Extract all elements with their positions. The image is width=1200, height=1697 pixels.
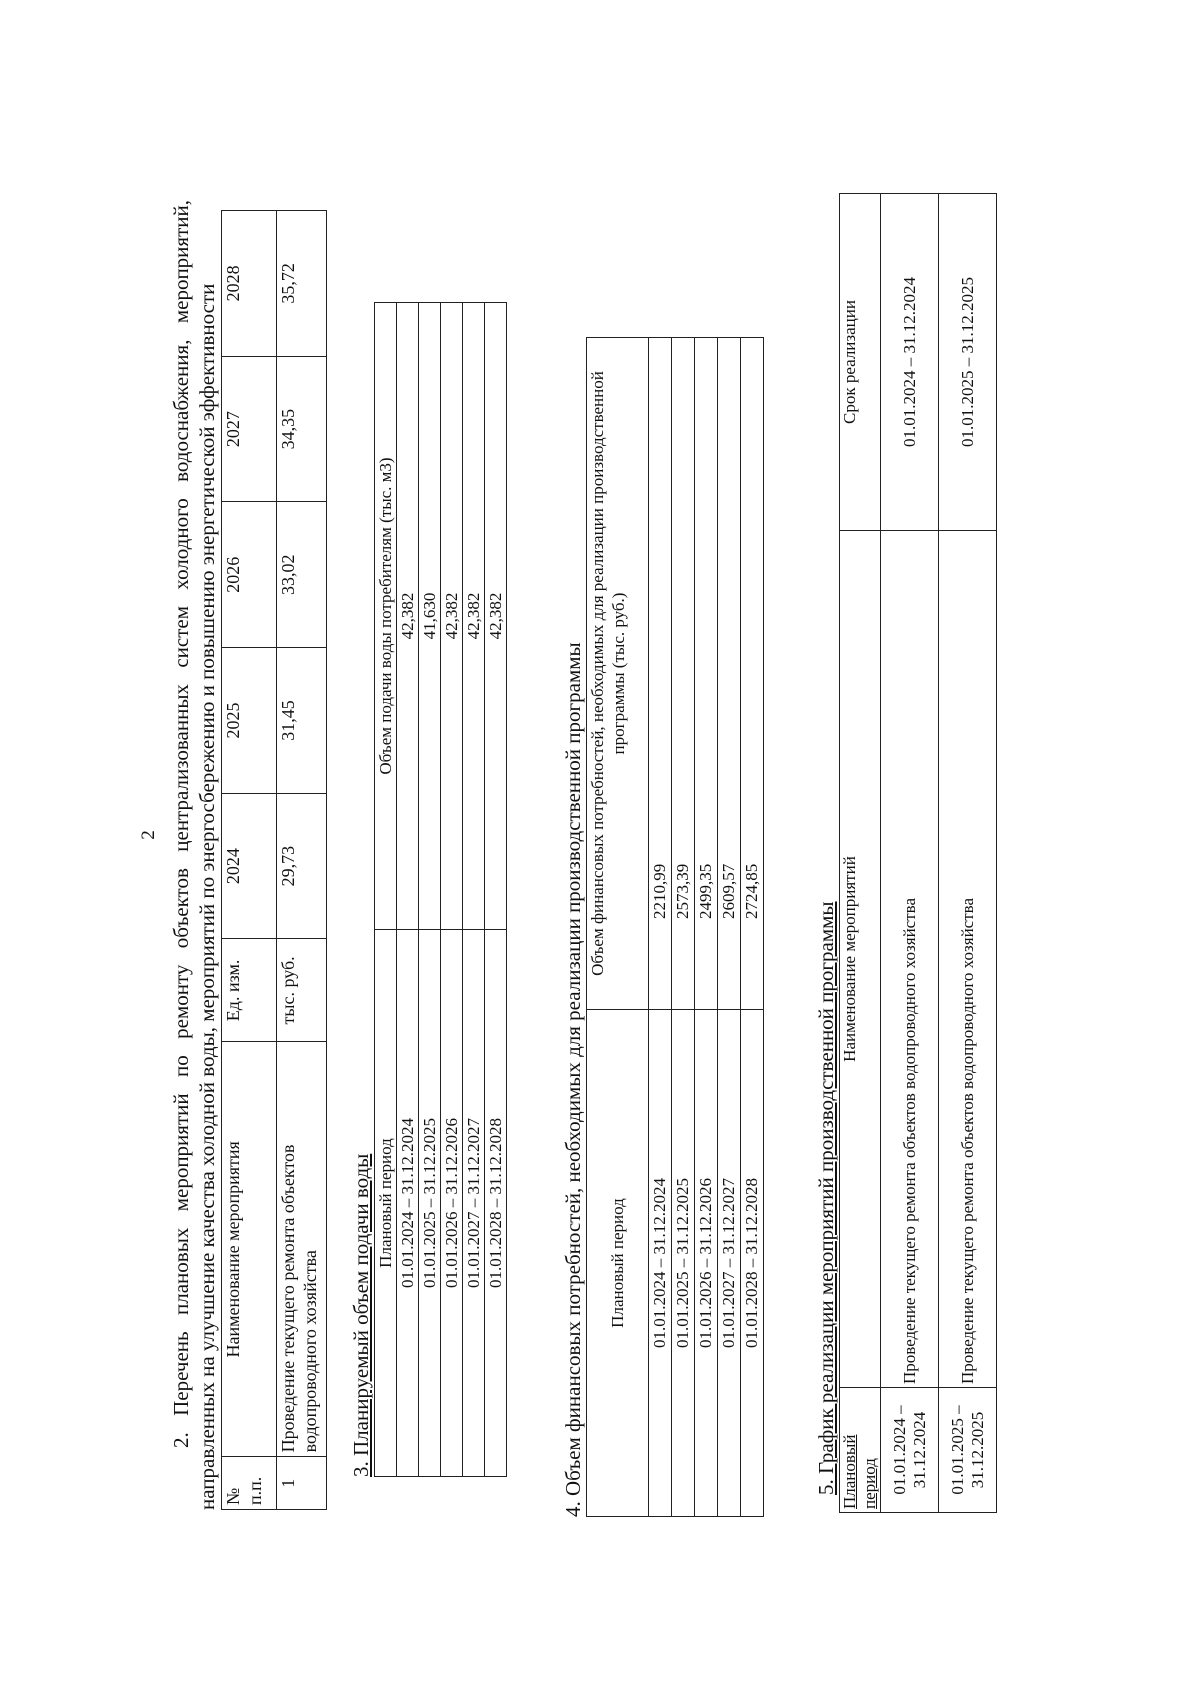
header-unit: Ед. изм. — [222, 939, 277, 1042]
table-row — [718, 338, 741, 1517]
row-value-2024: 29,73 — [277, 793, 327, 939]
water-supply-table — [374, 302, 507, 1477]
volume-cell: 42,382 — [463, 303, 485, 930]
table-row — [419, 303, 441, 1477]
row-value-2026: 33,02 — [277, 502, 327, 648]
period-cell: 01.01.2026 – 31.12.2026 — [695, 1010, 718, 1517]
amount-cell: 2499,35 — [695, 338, 718, 1010]
period-cell: 01.01.2025 – 31.12.2025 — [672, 1010, 695, 1517]
header-num: № п.п. — [222, 1457, 277, 1510]
header-year-2026: 2026 — [222, 502, 277, 648]
activities-table — [221, 210, 327, 1510]
page-number: 2 — [138, 830, 159, 840]
header-planned-period: Плановый период — [587, 1010, 649, 1517]
volume-cell: 42,382 — [441, 303, 463, 930]
header-year-2025: 2025 — [222, 648, 277, 794]
period-cell: 01.01.2024 – 31.12.2024 — [649, 1010, 672, 1517]
financial-needs-table — [586, 337, 764, 1517]
section-5 — [813, 163, 997, 1513]
header-planned-period: Плановый период — [375, 930, 397, 1477]
header-water-volume: Объем подачи воды потребителям (тыс. м3) — [375, 303, 397, 930]
section-4 — [560, 317, 764, 1517]
row-unit: тыс. руб. — [277, 939, 327, 1042]
period-cell: 01.01.2028 – 31.12.2028 — [485, 930, 507, 1477]
amount-cell: 2573,39 — [672, 338, 695, 1010]
volume-cell: 42,382 — [397, 303, 419, 930]
table-row — [741, 338, 764, 1517]
volume-cell: 42,382 — [485, 303, 507, 930]
period-cell: 01.01.2028 – 31.12.2028 — [741, 1010, 764, 1517]
header-financial-volume: Объем финансовых потребностей, необходимых для реализации производственной программы (тыс. руб.) — [587, 338, 649, 1010]
term-cell: 01.01.2025 – 31.12.2025 — [939, 194, 997, 531]
section-3 — [348, 277, 507, 1477]
period-cell: 01.01.2027 – 31.12.2027 — [718, 1010, 741, 1517]
period-cell: 01.01.2024 – 31.12.2024 — [881, 1388, 939, 1513]
table-row — [881, 194, 939, 1513]
table-row — [397, 303, 419, 1477]
rotated-document-page — [110, 45, 1055, 1625]
table-row — [939, 194, 997, 1513]
row-activity-name: Проведение текущего ремонта объектов водопроводного хозяйства — [277, 1042, 327, 1457]
schedule-table — [839, 193, 997, 1513]
header-year-2027: 2027 — [222, 356, 277, 502]
section-4-heading: 4. Объем финансовых потребностей, необходимых для реализации производственной программы — [561, 642, 585, 1517]
row-num: 1 — [277, 1457, 327, 1510]
period-cell: 01.01.2025 – 31.12.2025 — [419, 930, 441, 1477]
period-cell: 01.01.2024 – 31.12.2024 — [397, 930, 419, 1477]
period-cell: 01.01.2025 – 31.12.2025 — [939, 1388, 997, 1513]
header-year-2024: 2024 — [222, 793, 277, 939]
header-planned-period: Плановый период — [840, 1388, 881, 1513]
header-year-2028: 2028 — [222, 211, 277, 357]
section-5-heading: 5. График реализации мероприятий производственной программы — [814, 901, 838, 1495]
term-cell: 01.01.2024 – 31.12.2024 — [881, 194, 939, 531]
header-activities-name: Наименование мероприятий — [840, 531, 881, 1388]
table-row — [463, 303, 485, 1477]
table-row — [277, 211, 327, 1510]
row-value-2028: 35,72 — [277, 211, 327, 357]
section-2-heading: 2. Перечень плановых мероприятий по ремонту объектов централизованных систем холодного водоснабжения, мероприятий, направленных на улучшение качества холодной воды, мероприятий по энергосбережению и повышению энергетической эффективности — [169, 200, 219, 1510]
table-row — [649, 338, 672, 1517]
section-3-heading: 3. Планируемый объем подачи воды — [349, 1153, 373, 1477]
header-implementation-term: Срок реализации — [840, 194, 881, 531]
section-2 — [168, 200, 327, 1510]
amount-cell: 2724,85 — [741, 338, 764, 1010]
table-row — [672, 338, 695, 1517]
table-row — [695, 338, 718, 1517]
header-activity-name: Наименование мероприятия — [222, 1042, 277, 1457]
period-cell: 01.01.2026 – 31.12.2026 — [441, 930, 463, 1477]
amount-cell: 2210,99 — [649, 338, 672, 1010]
table-row — [485, 303, 507, 1477]
activity-name-cell: Проведение текущего ремонта объектов водопроводного хозяйства — [939, 531, 997, 1388]
amount-cell: 2609,57 — [718, 338, 741, 1010]
period-cell: 01.01.2027 – 31.12.2027 — [463, 930, 485, 1477]
row-value-2027: 34,35 — [277, 356, 327, 502]
table-row — [441, 303, 463, 1477]
volume-cell: 41,630 — [419, 303, 441, 930]
row-value-2025: 31,45 — [277, 648, 327, 794]
activity-name-cell: Проведение текущего ремонта объектов водопроводного хозяйства — [881, 531, 939, 1388]
